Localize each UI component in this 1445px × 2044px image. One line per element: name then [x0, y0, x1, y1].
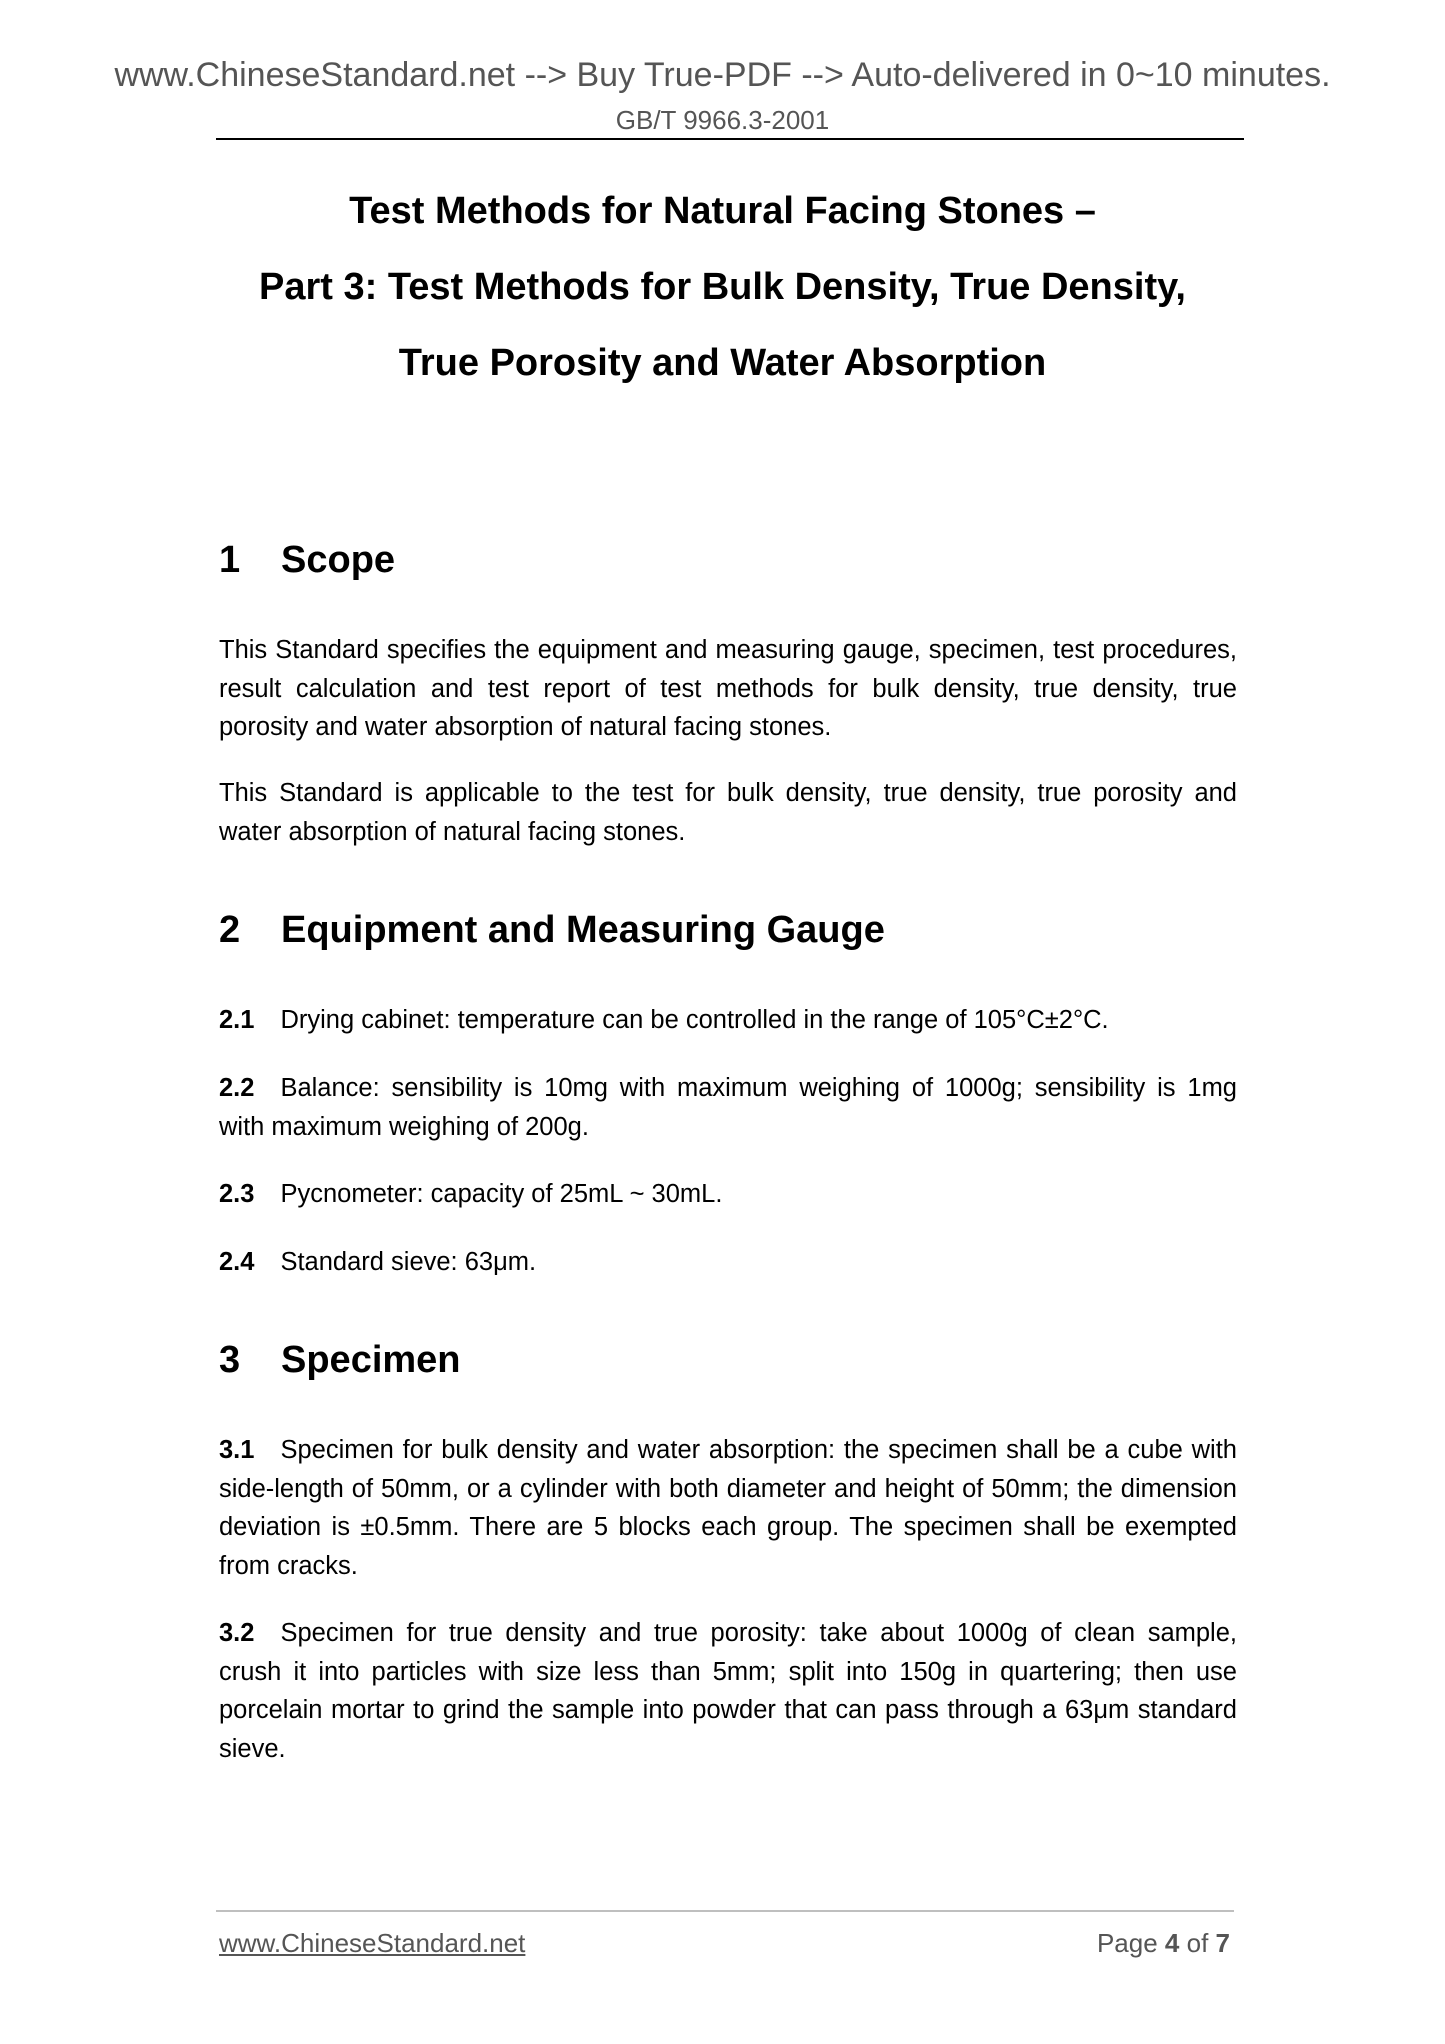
clause-number: 3.1 [219, 1436, 255, 1464]
clause-number: 2.4 [219, 1248, 255, 1276]
title-line-2: Part 3: Test Methods for Bulk Density, True Density, [259, 266, 1186, 308]
section-title: Scope [281, 539, 396, 581]
clause-text: Standard sieve: 63μm. [280, 1248, 537, 1276]
section-heading-specimen [219, 1339, 461, 1382]
section-number: 3 [219, 1339, 241, 1381]
footer-link[interactable]: www.ChineseStandard.net [219, 1928, 526, 1958]
scope-paragraph-1: This Standard specifies the equipment and measuring gauge, specimen, test procedures, result calculation and test report of test methods for bulk density, true density, true porosity and water absorption of natural facing stones. [219, 636, 1237, 741]
header-divider [216, 138, 1244, 140]
clause-text: Specimen for true density and true porosity: take about 1000g of clean sample, crush it into particles with size less than 5mm; split into 150g in quartering; then use porcelain mortar to grind the sample into powder that can pass through a 63μm standard sieve. [219, 1619, 1237, 1763]
title-line-3: True Porosity and Water Absorption [398, 342, 1047, 384]
clause-number: 3.2 [219, 1619, 255, 1647]
page-current: 4 [1164, 1928, 1180, 1958]
clause-text: Specimen for bulk density and water absorption: the specimen shall be a cube with side-length of 50mm, or a cylinder with both diameter and height of 50mm; the dimension deviation is ±0.5mm. There are 5 blocks each group. The specimen shall be exempted from cracks. [219, 1436, 1237, 1580]
page-of: of [1186, 1928, 1209, 1958]
clause-number: 2.1 [219, 1006, 255, 1034]
clause-3-2 [219, 1614, 1237, 1768]
clause-text: Balance: sensibility is 10mg with maximum weighing of 1000g; sensibility is 1mg with maximum weighing of 200g. [219, 1074, 1237, 1141]
clause-text: Drying cabinet: temperature can be controlled in the range of 105°C±2°C. [280, 1006, 1109, 1034]
clause-text: Pycnometer: capacity of 25mL ~ 30mL. [280, 1180, 723, 1208]
section-title: Specimen [281, 1339, 461, 1381]
section-number: 1 [219, 539, 241, 581]
clause-3-1 [219, 1431, 1237, 1585]
clause-number: 2.3 [219, 1180, 255, 1208]
clause-2-3 [219, 1175, 1237, 1214]
clause-2-2 [219, 1069, 1237, 1146]
section-heading-equipment [219, 909, 885, 952]
page-number [1097, 1928, 1230, 1959]
title-line-1: Test Methods for Natural Facing Stones – [349, 190, 1096, 232]
section-title: Equipment and Measuring Gauge [281, 909, 885, 951]
footer-divider [216, 1910, 1234, 1912]
clause-2-4 [219, 1243, 1237, 1282]
clause-2-1 [219, 1001, 1237, 1040]
section-heading-scope [219, 539, 395, 582]
page-prefix: Page [1096, 1928, 1158, 1958]
header-banner[interactable]: www.ChineseStandard.net --> Buy True-PDF --> Auto-delivered in 0~10 minutes. [114, 56, 1331, 94]
clause-number: 2.2 [219, 1074, 255, 1102]
page-total: 7 [1215, 1928, 1230, 1958]
standard-code: GB/T 9966.3-2001 [615, 105, 830, 135]
section-number: 2 [219, 909, 241, 951]
scope-paragraph-2: This Standard is applicable to the test for bulk density, true density, true porosity and water absorption of natural facing stones. [219, 779, 1237, 846]
